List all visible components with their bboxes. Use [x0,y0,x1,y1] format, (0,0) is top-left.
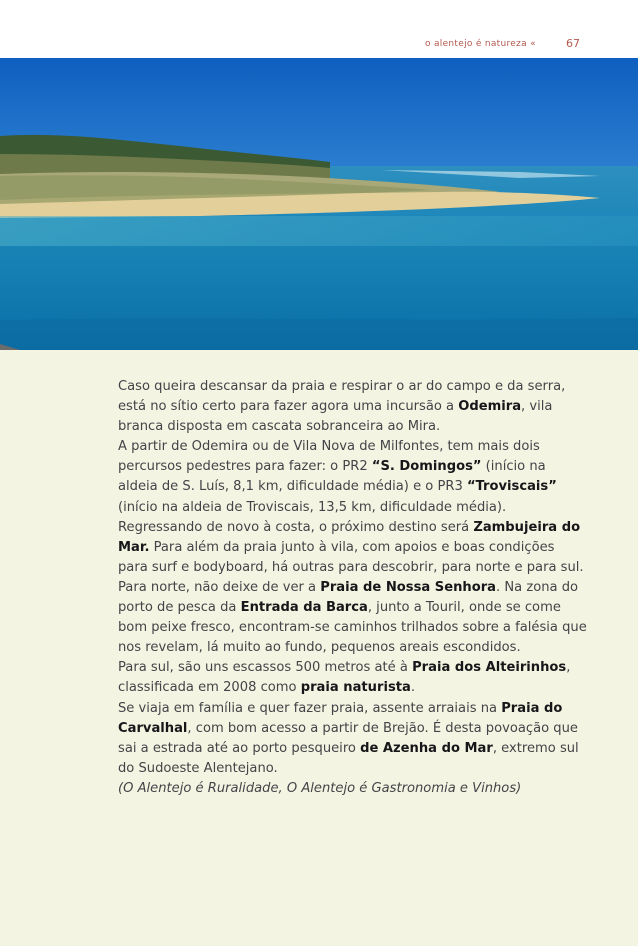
paragraph: Para sul, são uns escassos 500 metros até à Praia dos Alteirinhos, classificada em 2008 como praia naturista. [118,660,571,696]
article-body [118,377,588,799]
place-name: Entrada da Barca [240,600,368,616]
beach-type: praia naturista [300,680,411,696]
running-head: o alentejo é natureza « [425,39,536,49]
place-name: de Azenha do Mar [360,740,493,756]
place-name: Praia do Carvalhal [118,700,563,736]
paragraph: Se viaja em família e quer fazer praia, assente arraiais na Praia do Carvalhal, com bom acesso a partir de Brejão. É desta povoação que sai a estrada até ao porto pesqueiro de Azenha do Mar, extremo sul do Sudoeste Alentejano. [118,700,579,776]
paragraph: A partir de Odemira ou de Vila Nova de Milfontes, tem mais dois percursos pedestres para fazer: o PR2 “S. Domingos” (início na aldeia de S. Luís, 8,1 km, dificuldade média) e o PR3 “Troviscais” (início na aldeia de Troviscais, 13,5 km, dificuldade média). [118,439,557,515]
source-note: (O Alentejo é Ruralidade, O Alentejo é Gastronomia e Vinhos) [118,780,522,796]
trail-name: “S. Domingos” [371,459,482,475]
paragraph: Regressando de novo à costa, o próximo destino será Zambujeira do Mar. Para além da praia junto à vila, com apoios e boas condições para surf e bodyboard, há outras para descobrir, para norte e para sul. [118,519,584,575]
paragraph: Caso queira descansar da praia e respirar o ar do campo e da serra, está no sítio certo para fazer agora uma incursão a Odemira, vila branca disposta em cascata sobranceira ao Mira. [118,379,566,435]
trail-name: “Troviscais” [466,479,557,495]
coastal-landscape-photo [0,58,638,350]
place-name: Praia de Nossa Senhora [320,579,497,595]
place-name: Zambujeira do Mar. [118,519,581,555]
page-number: 67 [566,37,580,50]
page-header [0,0,638,58]
place-name: Praia dos Alteirinhos [412,660,567,676]
paragraph: Para norte, não deixe de ver a Praia de Nossa Senhora. Na zona do porto de pesca da Entrada da Barca, junto a Touril, onde se come bom peixe fresco, encontram-se caminhos trilhados sobre a falésia que nos revelam, lá muito ao fundo, pequenos areais escondidos. [118,579,587,656]
place-name: Odemira [458,399,522,415]
